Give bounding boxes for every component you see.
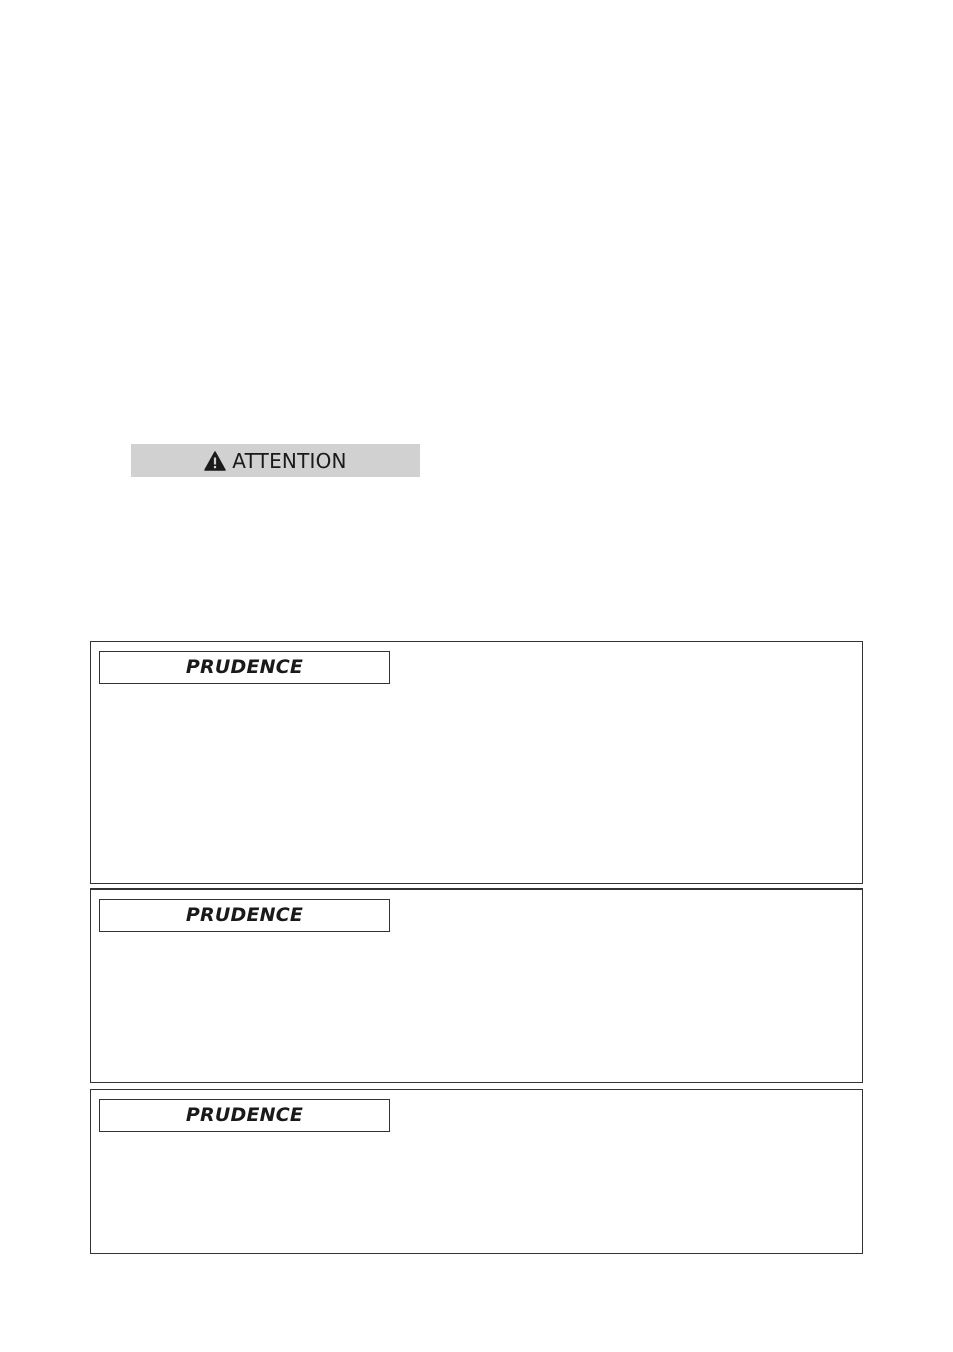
prudence-label-box [99, 1099, 390, 1132]
prudence-notice-box-1 [90, 641, 863, 884]
warning-triangle-icon [204, 451, 226, 471]
prudence-notice-box-3 [90, 1089, 863, 1254]
prudence-notice-box-2 [90, 888, 863, 1083]
prudence-label: PRUDENCE [185, 656, 304, 678]
attention-banner-content [204, 448, 347, 473]
prudence-label-box [99, 651, 390, 684]
prudence-label-box [99, 899, 390, 932]
attention-label: ATTENTION [232, 448, 347, 473]
attention-banner [131, 444, 420, 477]
prudence-label: PRUDENCE [185, 904, 304, 926]
prudence-label: PRUDENCE [185, 1104, 304, 1126]
